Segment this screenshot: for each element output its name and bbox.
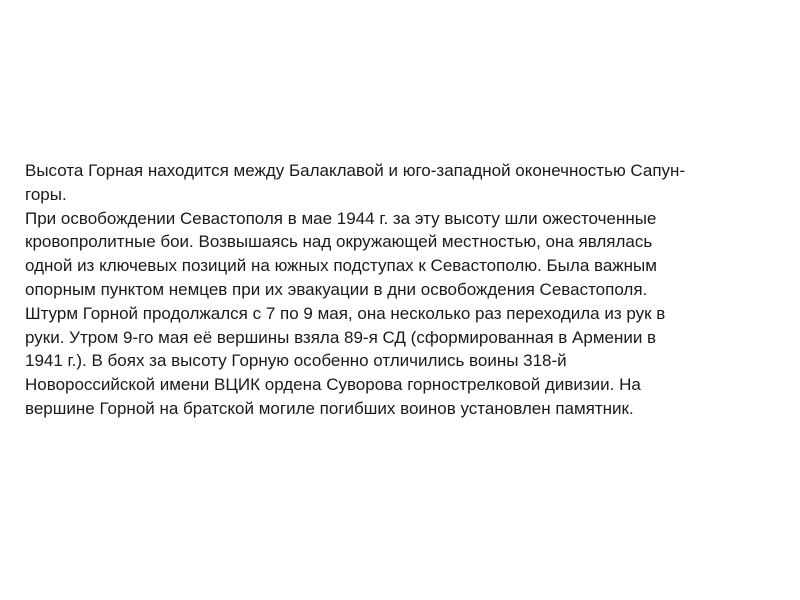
text-line: 1941 г.). В боях за высоту Горную особенно отличились воины 318-й (25, 351, 567, 371)
text-line: Штурм Горной продолжался с 7 по 9 мая, она несколько раз переходила из рук в (25, 303, 666, 323)
body-text (25, 159, 795, 421)
text-line: При освобождении Севастополя в мае 1944 г. за эту высоту шли ожесточенные (25, 208, 657, 228)
text-line: Высота Горная находится между Балаклавой и юго-западной оконечностью Сапун- (25, 161, 686, 180)
text-line: Новороссийской имени ВЦИК ордена Суворова горнострелковой дивизии. На (25, 375, 641, 395)
text-line: опорным пунктом немцев при их эвакуации в дни освобождения Севастополя. (25, 279, 648, 299)
text-line: горы. (25, 184, 67, 204)
text-line: вершине Горной на братской могиле погибших воинов установлен памятник. (25, 398, 634, 418)
text-line: одной из ключевых позиций на южных подступах к Севастополю. Была важным (25, 256, 657, 276)
text-line: кровопролитные бои. Возвышаясь над окружающей местностью, она являлась (25, 232, 653, 252)
text-line: руки. Утром 9-го мая её вершины взяла 89-я СД (сформированная в Армении в (25, 327, 657, 347)
